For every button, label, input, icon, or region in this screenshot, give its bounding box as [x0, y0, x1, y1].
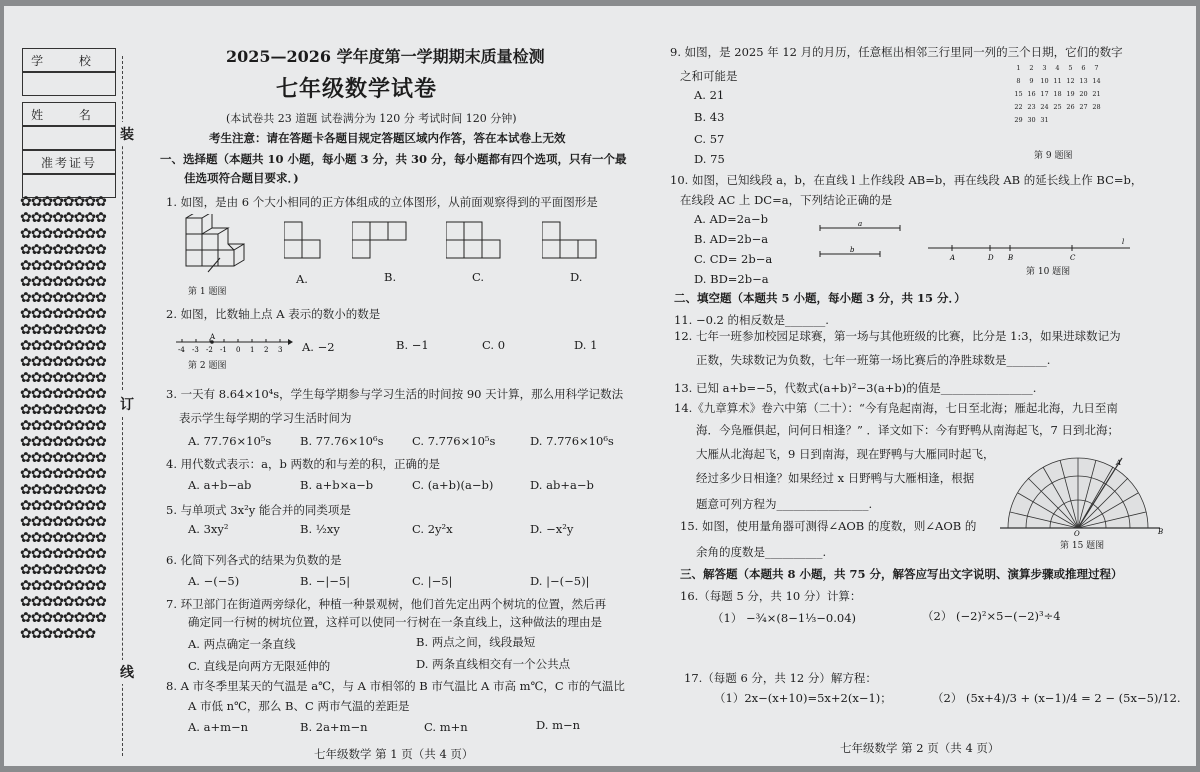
section-2-heading: 二、填空题（本题共 5 小题，每小题 3 分，共 15 分．） — [674, 291, 966, 305]
calendar-date-cell: 20 — [1079, 90, 1088, 98]
q2-tick-label: 3 — [278, 346, 283, 354]
name-field: 姓 名 — [22, 102, 116, 126]
q6-option-d: D. |−(−5)| — [530, 574, 590, 588]
calendar-date-cell: 22 — [1014, 103, 1023, 111]
section-1-heading: 一、选择题（本题共 10 小题，每小题 3 分，共 30 分，每小题都有四个选项，只有一个最 — [160, 152, 627, 166]
q1-option-b: B. — [384, 270, 397, 284]
question-9: 9. 如图，是 2025 年 12 月的月历，任意框出相邻三行里同一列的三个日期，它们的数字 — [670, 45, 1123, 59]
q9-calendar — [1012, 64, 1108, 124]
q10-label-B: B — [1008, 254, 1014, 262]
q2-caption: 第 2 题图 — [188, 361, 227, 371]
q2-option-a: A. −2 — [302, 340, 335, 354]
q1-option-b-figure — [352, 220, 410, 262]
calendar-date-cell: 19 — [1066, 90, 1075, 98]
question-14-line-5: 题意可列方程为________________. — [696, 497, 873, 511]
calendar-date-cell: 29 — [1014, 116, 1023, 124]
question-3: 3. 一天有 8.64×10⁴s，学生每学期参与学习生活的时间按 90 天计算，那么用科学记数法 — [166, 387, 624, 401]
q10-caption: 第 10 题图 — [1026, 267, 1071, 277]
q4-option-c: C. (a+b)(a−b) — [412, 478, 494, 492]
calendar-date-cell: 7 — [1094, 64, 1099, 72]
question-7: 7. 环卫部门在街道两旁绿化，种植一种景观树，他们首先定出两个树坑的位置，然后再 — [166, 597, 607, 611]
question-13: 13. 已知 a+b=−5，代数式(a+b)²−3(a+b)的值是________________. — [674, 381, 1037, 395]
flower-border: ✿✿✿✿✿✿✿✿✿✿✿✿✿✿✿✿✿✿✿✿✿✿✿✿✿✿✿✿✿✿✿✿✿✿✿✿✿✿✿✿✿✿✿✿✿✿✿✿✿✿✿✿✿✿✿✿✿✿✿✿✿✿✿✿✿✿✿✿✿✿✿✿✿✿✿✿✿✿✿✿✿✿✿✿✿✿✿✿✿✿✿✿✿✿✿✿✿✿✿✿✿✿✿✿✿✿✿✿✿✿✿✿✿✿✿✿✿✿✿✿✿✿✿✿✿✿✿✿✿✿✿✿✿✿✿✿✿✿✿✿✿✿✿✿✿✿✿✿✿✿✿✿✿✿✿✿✿✿✿✿✿✿✿✿✿✿✿✿✿✿✿✿✿✿✿✿✿✿✿✿✿✿✿✿✿✿✿✿✿✿✿✿✿✿✿✿✿✿✿✿✿✿✿✿✿✿✿✿✿✿✿✿✿✿✿✿✿✿✿✿✿✿✿ — [20, 194, 106, 642]
school-blank — [22, 72, 116, 96]
q10-segments-figure — [814, 216, 1154, 264]
q2-tick-label: -1 — [220, 346, 227, 354]
calendar-date-cell: 17 — [1040, 90, 1049, 98]
q1-solid-figure — [180, 214, 260, 280]
question-2: 2. 如图，比数轴上点 A 表示的数小的数是 — [166, 307, 381, 321]
question-10-cont: 在线段 AC 上 DC=a，下列结论正确的是 — [680, 193, 893, 207]
question-14: 14.《九章算术》卷六中第（二十）：“今有凫起南海，七日至北海；雁起北海，九日至南 — [674, 401, 1118, 415]
calendar-date-cell: 28 — [1092, 103, 1101, 111]
calendar-date-cell: 13 — [1079, 77, 1088, 85]
exam-title: 七年级数学试卷 — [276, 76, 438, 102]
q2-tick-label: -2 — [206, 346, 213, 354]
question-11: 11. −0.2 的相反数是_______. — [674, 313, 829, 327]
q6-option-b: B. −|−5| — [300, 574, 351, 588]
q5-option-d: D. −x²y — [530, 522, 574, 536]
calendar-date-cell — [1090, 116, 1103, 124]
q10-option-a: A. AD=2a−b — [694, 212, 768, 226]
calendar-date-cell: 24 — [1040, 103, 1049, 111]
exam-notice: 考生注意：请在答题卡各题目规定答题区域内作答，答在本试卷上无效 — [209, 131, 566, 145]
q5-option-c: C. 2y²x — [412, 522, 453, 536]
question-16-part-2: （2） (−2)²×5−(−2)³÷4 — [922, 609, 1061, 623]
question-16: 16.（每题 5 分，共 10 分）计算： — [680, 589, 862, 603]
calendar-date-cell: 1 — [1016, 64, 1021, 72]
q8-option-a: A. a+m−n — [188, 720, 249, 734]
q3-option-b: B. 77.76×10⁶s — [300, 434, 384, 448]
calendar-date-cell: 9 — [1029, 77, 1034, 85]
q9-option-c: C. 57 — [694, 132, 725, 146]
calendar-date-cell: 6 — [1081, 64, 1086, 72]
q8-option-c: C. m+n — [424, 720, 468, 734]
calendar-date-cell: 3 — [1042, 64, 1047, 72]
q7-option-b: B. 两点之间，线段最短 — [416, 635, 536, 649]
calendar-date-cell: 31 — [1040, 116, 1049, 124]
question-9-cont: 之和可能是 — [680, 69, 738, 83]
q4-option-b: B. a+b×a−b — [300, 478, 374, 492]
calendar-date-cell: 11 — [1053, 77, 1062, 85]
page-1-footer: 七年级数学 第 1 页（共 4 页） — [314, 747, 474, 761]
question-1: 1. 如图，是由 6 个大小相同的正方体组成的立体图形，从前面观察得到的平面图形是 — [166, 195, 598, 209]
question-14-line-4: 经过多少日相逢？如果经过 x 日野鸭与大雁相逢，根据 — [696, 471, 975, 485]
question-10: 10. 如图，已知线段 a，b，在直线 l 上作线段 AB=b，再在线段 AB 的延长线上作 BC=b， — [670, 173, 1143, 187]
q5-option-a: A. 3xy² — [188, 522, 229, 536]
q9-caption: 第 9 题图 — [1034, 151, 1073, 161]
calendar-date-cell — [1051, 116, 1064, 124]
calendar-date-cell — [1077, 116, 1090, 124]
question-15-cont: 余角的度数是__________. — [696, 545, 827, 559]
question-8: 8. A 市冬季里某天的气温是 a℃，与 A 市相邻的 B 市气温比 A 市高 m℃，C 市的气温比 — [166, 679, 625, 693]
question-4: 4. 用代数式表示：a，b 两数的和与差的积，正确的是 — [166, 457, 440, 471]
calendar-date-cell — [1064, 116, 1077, 124]
calendar-date-cell: 26 — [1066, 103, 1075, 111]
q6-option-a: A. −(−5) — [188, 574, 240, 588]
seal-char-zhuang: 装 — [120, 122, 134, 146]
question-8-cont: A 市低 n℃，那么 B、C 两市气温的差距是 — [188, 699, 410, 713]
q7-option-c: C. 直线是向两方无限延伸的 — [188, 659, 331, 673]
q2-tick-label: -4 — [178, 346, 185, 354]
q1-option-d: D. — [570, 270, 583, 284]
q10-label-b: b — [850, 246, 855, 254]
q10-label-D: D — [988, 254, 994, 262]
q1-option-a: A. — [296, 272, 308, 286]
calendar-date-cell: 25 — [1053, 103, 1062, 111]
q2-option-c: C. 0 — [482, 338, 506, 352]
q4-option-a: A. a+b−ab — [188, 478, 252, 492]
calendar-date-cell: 2 — [1029, 64, 1034, 72]
calendar-date-cell: 27 — [1079, 103, 1088, 111]
seal-char-xian: 线 — [120, 660, 134, 684]
question-16-part-1: （1） −¾×(8−1⅓−0.04) — [712, 611, 857, 625]
question-6: 6. 化简下列各式的结果为负数的是 — [166, 553, 342, 567]
q7-option-a: A. 两点确定一条直线 — [188, 637, 296, 651]
q2-tick-label: -3 — [192, 346, 199, 354]
calendar-date-cell: 23 — [1027, 103, 1036, 111]
binding-strip — [14, 46, 114, 758]
calendar-date-cell: 8 — [1016, 77, 1021, 85]
exam-sheet — [4, 6, 1196, 766]
q2-option-d: D. 1 — [574, 338, 598, 352]
q1-option-d-figure — [542, 220, 600, 262]
calendar-date-cell: 30 — [1027, 116, 1036, 124]
page-2-footer: 七年级数学 第 2 页（共 4 页） — [840, 741, 1000, 755]
q10-label-C: C — [1070, 254, 1076, 262]
question-7-cont: 确定同一行树的树坑位置，这样可以使同一行树在一条直线上，这种做法的理由是 — [188, 615, 602, 629]
q1-option-a-figure — [284, 220, 324, 262]
question-14-line-3: 大雁从北海起飞，9 日到南海，现在野鸭与大雁同时起飞， — [696, 447, 995, 461]
q8-option-d: D. m−n — [536, 718, 581, 732]
q15-protractor-figure — [1000, 456, 1166, 536]
seal-char-ding: 订 — [120, 392, 134, 416]
q1-caption: 第 1 题图 — [188, 287, 227, 297]
q15-label-A: A — [1116, 459, 1122, 467]
name-blank — [22, 126, 116, 150]
q10-label-A: A — [950, 254, 956, 262]
q10-option-c: C. CD= 2b−a — [694, 252, 773, 266]
q2-tick-label: 2 — [264, 346, 269, 354]
q9-option-b: B. 43 — [694, 110, 725, 124]
question-17: 17.（每题 6 分，共 12 分）解方程： — [684, 671, 877, 685]
q15-caption: 第 15 题图 — [1060, 541, 1105, 551]
question-15: 15. 如图，使用量角器可测得∠AOB 的度数，则∠AOB 的 — [680, 519, 977, 533]
calendar-date-cell: 10 — [1040, 77, 1049, 85]
q10-label-l: l — [1122, 238, 1125, 246]
q2-option-b: B. −1 — [396, 338, 429, 352]
q1-option-c: C. — [472, 270, 485, 284]
calendar-date-cell: 14 — [1092, 77, 1101, 85]
q2-tick-label: 0 — [236, 346, 241, 354]
q10-option-d: D. BD=2b−a — [694, 272, 769, 286]
calendar-date-cell: 18 — [1053, 90, 1062, 98]
question-14-line-2: 海．今凫雁俱起，问何日相逢？” ．译文如下：今有野鸭从南海起飞，7 日到北海； — [696, 423, 1120, 437]
q1-option-c-figure — [446, 220, 504, 262]
q10-option-b: B. AD=2b−a — [694, 232, 769, 246]
exam-term-title: 2025—2026 学年度第一学期期末质量检测 — [226, 47, 545, 66]
q6-option-c: C. |−5| — [412, 574, 453, 588]
question-5: 5. 与单项式 3x²y 能合并的同类项是 — [166, 503, 351, 517]
q9-option-d: D. 75 — [694, 152, 725, 166]
calendar-date-cell: 15 — [1014, 90, 1023, 98]
question-12: 12. 七年一班参加校园足球赛，第一场与其他班级的比赛，比分是 1:3，如果进球数记为 — [674, 329, 1121, 343]
q10-label-a: a — [858, 220, 863, 228]
q2-point-a-label: A — [210, 333, 216, 341]
q5-option-b: B. ½xy — [300, 522, 340, 536]
q2-number-line — [174, 332, 294, 354]
q8-option-b: B. 2a+m−n — [300, 720, 368, 734]
q7-option-d: D. 两条直线相交有一个公共点 — [416, 657, 571, 671]
q15-label-B: B — [1158, 528, 1164, 536]
q2-tick-label: 1 — [250, 346, 255, 354]
section-3-heading: 三、解答题（本题共 8 小题，共 75 分，解答应写出文字说明、演算步骤或推理过程） — [680, 567, 1123, 581]
exam-meta: (本试卷共 23 道题 试卷满分为 120 分 考试时间 120 分钟) — [226, 112, 517, 125]
calendar-date-cell: 12 — [1066, 77, 1075, 85]
exam-number-field: 准考证号 — [22, 150, 116, 174]
q3-option-d: D. 7.776×10⁶s — [530, 434, 614, 448]
q3-option-a: A. 77.76×10⁵s — [188, 434, 272, 448]
question-17-part-1: （1）2x−(x+10)=5x+2(x−1)； — [714, 691, 892, 705]
school-field: 学 校 — [22, 48, 116, 72]
question-17-part-2: （2） (5x+4)/3 + (x−1)/4 = 2 − (5x−5)/12. — [932, 691, 1181, 705]
calendar-date-cell: 4 — [1055, 64, 1060, 72]
calendar-date-cell: 16 — [1027, 90, 1036, 98]
section-1-heading-cont: 佳选项符合题目要求．) — [184, 171, 299, 185]
calendar-date-cell: 5 — [1068, 64, 1073, 72]
question-12-cont: 正数，失球数记为负数，七年一班第一场比赛后的净胜球数是_______. — [696, 353, 1051, 367]
q15-label-O: O — [1074, 530, 1080, 536]
q9-option-a: A. 21 — [694, 88, 725, 102]
calendar-date-cell: 21 — [1092, 90, 1101, 98]
q4-option-d: D. ab+a−b — [530, 478, 594, 492]
q3-option-c: C. 7.776×10⁵s — [412, 434, 496, 448]
question-3-cont: 表示学生每学期的学习生活时间为 — [179, 411, 352, 425]
